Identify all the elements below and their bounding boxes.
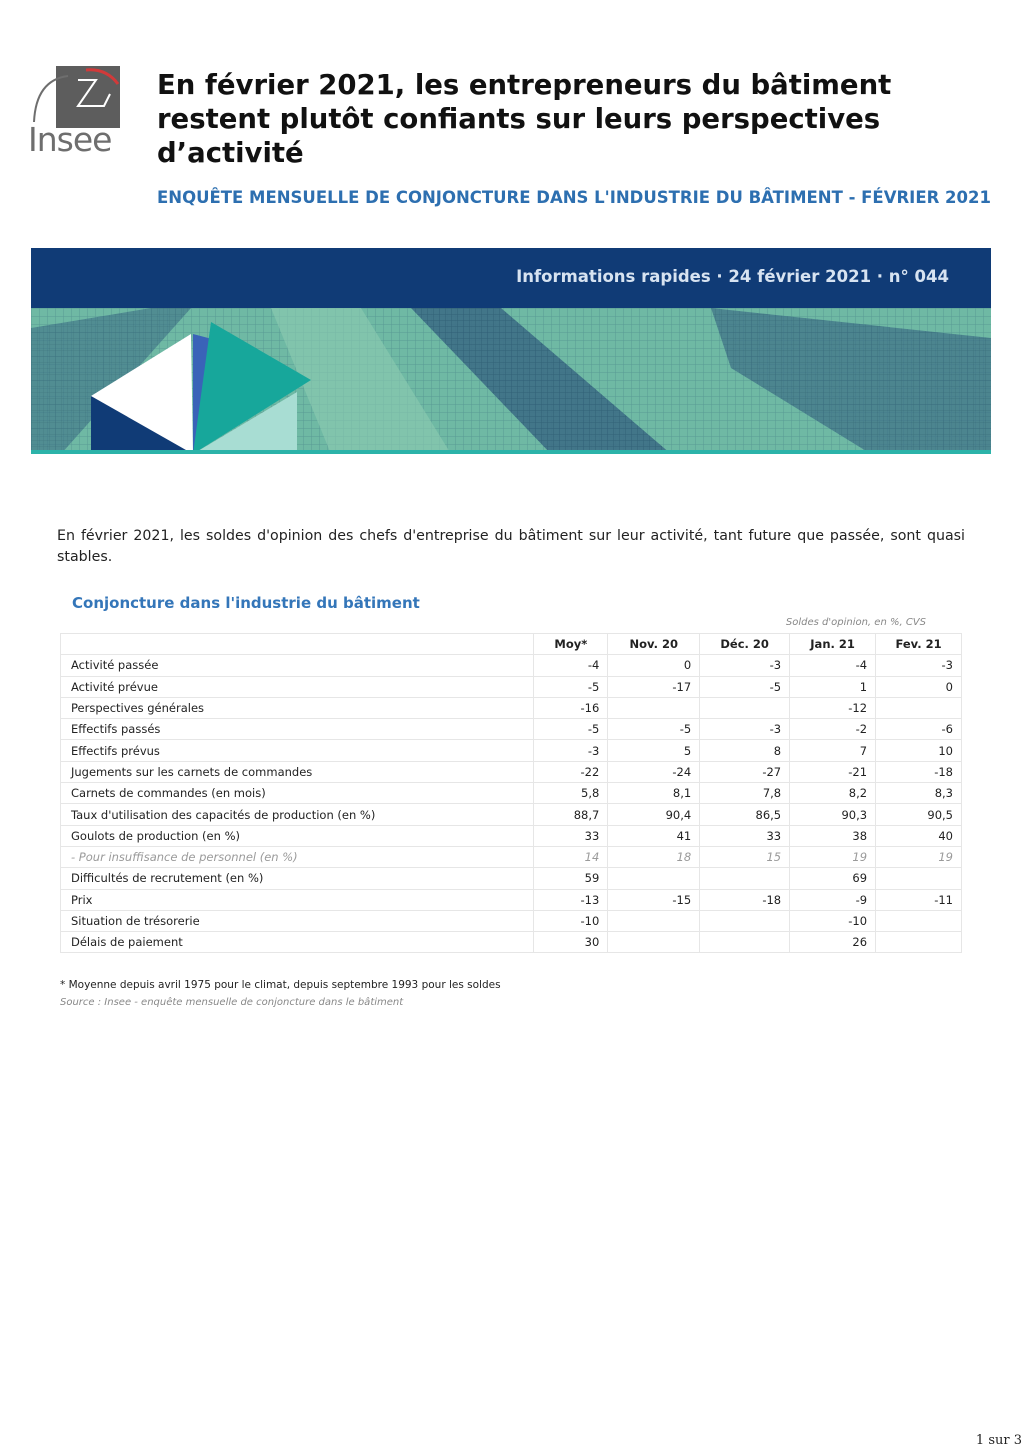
table-cell: 26 — [790, 932, 876, 953]
table-cell: -6 — [876, 719, 962, 740]
column-header: Nov. 20 — [608, 634, 700, 655]
table-cell: -10 — [790, 910, 876, 931]
table-title: Conjoncture dans l'industrie du bâtiment — [72, 594, 420, 612]
banner-image — [31, 308, 991, 454]
table-row — [61, 932, 962, 953]
table-cell — [700, 868, 790, 889]
table-cell: -5 — [700, 676, 790, 697]
row-label: - Pour insuffisance de personnel (en %) — [61, 846, 534, 867]
row-label: Difficultés de recrutement (en %) — [61, 868, 534, 889]
table-cell: -27 — [700, 761, 790, 782]
table-cell: -4 — [534, 655, 608, 676]
logo-arc — [30, 74, 70, 124]
banner — [31, 248, 991, 454]
table-header-row — [61, 634, 962, 655]
logo-text: Insee — [28, 120, 112, 159]
banner-bar — [31, 248, 991, 308]
table-cell — [608, 910, 700, 931]
table-cell: 41 — [608, 825, 700, 846]
table-cell — [876, 868, 962, 889]
table-cell: -18 — [700, 889, 790, 910]
table-cell — [700, 932, 790, 953]
table-cell: 69 — [790, 868, 876, 889]
table-cell: 5 — [608, 740, 700, 761]
table-cell — [608, 697, 700, 718]
table-cell: 40 — [876, 825, 962, 846]
data-table — [60, 633, 962, 953]
table-cell: -24 — [608, 761, 700, 782]
table-cell: 19 — [790, 846, 876, 867]
table-source: Source : Insee - enquête mensuelle de conjoncture dans le bâtiment — [60, 997, 404, 1008]
table-cell: -15 — [608, 889, 700, 910]
table-cell: -4 — [790, 655, 876, 676]
table-row — [61, 697, 962, 718]
banner-text: Informations rapides · 24 février 2021 · n° 044 — [516, 267, 949, 286]
table-cell: 88,7 — [534, 804, 608, 825]
table-row — [61, 719, 962, 740]
table-cell: -22 — [534, 761, 608, 782]
table-cell — [608, 868, 700, 889]
table-cell: -5 — [534, 676, 608, 697]
table-unit: Soldes d'opinion, en %, CVS — [785, 617, 926, 628]
row-label: Délais de paiement — [61, 932, 534, 953]
table-row — [61, 910, 962, 931]
intro-paragraph: En février 2021, les soldes d'opinion des chefs d'entreprise du bâtiment sur leur activité, tant future que passée, sont quasi stables. — [57, 528, 965, 565]
row-label: Jugements sur les carnets de commandes — [61, 761, 534, 782]
page-title: En février 2021, les entrepreneurs du bâtiment restent plutôt confiants sur leurs perspectives d’activité — [157, 69, 892, 169]
table-cell: 10 — [876, 740, 962, 761]
table-cell: 8,1 — [608, 783, 700, 804]
table-cell: -17 — [608, 676, 700, 697]
page-subtitle: ENQUÊTE MENSUELLE DE CONJONCTURE DANS L'INDUSTRIE DU BÂTIMENT - FÉVRIER 2021 — [157, 188, 991, 207]
column-header: Moy* — [534, 634, 608, 655]
table-note: * Moyenne depuis avril 1975 pour le climat, depuis septembre 1993 pour les soldes — [60, 979, 501, 991]
row-label: Prix — [61, 889, 534, 910]
table-row — [61, 655, 962, 676]
row-label: Activité prévue — [61, 676, 534, 697]
table-cell: -3 — [876, 655, 962, 676]
table-cell: 90,3 — [790, 804, 876, 825]
table-cell — [700, 910, 790, 931]
table-cell: -9 — [790, 889, 876, 910]
row-label: Carnets de commandes (en mois) — [61, 783, 534, 804]
column-header — [61, 634, 534, 655]
table-cell: 18 — [608, 846, 700, 867]
table-cell: 8,3 — [876, 783, 962, 804]
table-cell: 90,4 — [608, 804, 700, 825]
table-cell: 38 — [790, 825, 876, 846]
column-header: Jan. 21 — [790, 634, 876, 655]
table-cell: -3 — [700, 719, 790, 740]
table-cell: 8,2 — [790, 783, 876, 804]
column-header: Déc. 20 — [700, 634, 790, 655]
table-cell: -13 — [534, 889, 608, 910]
table-cell: 14 — [534, 846, 608, 867]
table-cell — [876, 697, 962, 718]
table-cell: 5,8 — [534, 783, 608, 804]
table-cell: -5 — [534, 719, 608, 740]
column-header: Fev. 21 — [876, 634, 962, 655]
table-row — [61, 804, 962, 825]
table-cell: -3 — [534, 740, 608, 761]
table-cell: -11 — [876, 889, 962, 910]
table-cell: -18 — [876, 761, 962, 782]
table-cell: 90,5 — [876, 804, 962, 825]
table-cell: 7,8 — [700, 783, 790, 804]
table-cell — [608, 932, 700, 953]
table-cell: 8 — [700, 740, 790, 761]
table-row — [61, 825, 962, 846]
table-cell: -3 — [700, 655, 790, 676]
row-label: Perspectives générales — [61, 697, 534, 718]
table-row — [61, 676, 962, 697]
row-label: Effectifs prévus — [61, 740, 534, 761]
table-cell: 1 — [790, 676, 876, 697]
row-label: Taux d'utilisation des capacités de production (en %) — [61, 804, 534, 825]
table-cell — [876, 910, 962, 931]
table-row — [61, 868, 962, 889]
table-cell: 86,5 — [700, 804, 790, 825]
table-row — [61, 761, 962, 782]
table-cell: 19 — [876, 846, 962, 867]
table-cell: 0 — [876, 676, 962, 697]
table-cell — [700, 697, 790, 718]
table-cell: -16 — [534, 697, 608, 718]
table-row — [61, 846, 962, 867]
table-cell: -21 — [790, 761, 876, 782]
table-cell: 0 — [608, 655, 700, 676]
table-cell: 33 — [534, 825, 608, 846]
insee-logo — [28, 64, 124, 164]
table-row — [61, 783, 962, 804]
table-cell: -12 — [790, 697, 876, 718]
row-label: Activité passée — [61, 655, 534, 676]
row-label: Effectifs passés — [61, 719, 534, 740]
table-row — [61, 889, 962, 910]
table-row — [61, 740, 962, 761]
table-cell: 15 — [700, 846, 790, 867]
table-cell: 7 — [790, 740, 876, 761]
table-cell: 59 — [534, 868, 608, 889]
row-label: Situation de trésorerie — [61, 910, 534, 931]
row-label: Goulots de production (en %) — [61, 825, 534, 846]
table-cell: -5 — [608, 719, 700, 740]
table-cell: -10 — [534, 910, 608, 931]
table-cell: -2 — [790, 719, 876, 740]
table-cell: 30 — [534, 932, 608, 953]
table-cell: 33 — [700, 825, 790, 846]
page-number: 1 sur 3 — [975, 1433, 1022, 1448]
table-cell — [876, 932, 962, 953]
